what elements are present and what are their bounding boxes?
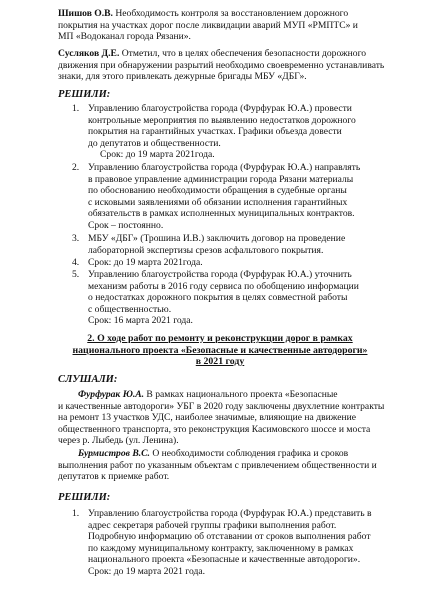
resolved-heading: РЕШИЛИ: — [58, 89, 111, 100]
speaker-name: Бурмистров В.С. — [78, 448, 150, 459]
resolution-item: Управлению благоустройства города (Фурфурак Ю.А.) уточнить механизм работы в 2016 году сервиса по обобщению информации о недостатках дорожного покрытия в целях совместной работы с общественностью. Срок: 16 марта 2021 года. — [88, 269, 359, 327]
resolution-number: 3. — [72, 233, 80, 244]
speaker-paragraph-shishov: Шишов О.В. Необходимость контроля за восстановлением дорожного покрытия на участках дорог после ликвидации аварий МУП «РМПТС» и МП «Водоканал города Рязани». — [58, 8, 358, 43]
heard-heading: СЛУШАЛИ: — [58, 374, 118, 385]
resolution-number: 4. — [72, 257, 80, 268]
resolution-number: 1. — [72, 508, 80, 519]
resolution-number: 2. — [72, 162, 80, 173]
resolution-item: Управлению благоустройства города (Фурфурак Ю.А.) провести контрольные мероприятия по выявлению недостатков дорожного покрытия на гарантийных участках. Графики объезда довести до депутатов и общественности. Срок: до 19 марта 2021года. — [88, 103, 356, 161]
speaker-name: Шишов О.В. — [58, 8, 113, 19]
speaker-name: Сусляков Д.Е. — [58, 48, 120, 59]
speaker-paragraph-burmistrov: Бурмистров В.С. О необходимости соблюдения графика и сроков выполнения работ по указанным объектам с привлечением общественности и депутатов к приемке работ. — [58, 448, 377, 483]
speaker-paragraph-suslyakov: Сусляков Д.Е. Отметил, что в целях обеспечения безопасности дорожного движения при обнаружении разрытий необходимо своевременно устанавливать знаки, для этого привлекать дежурные бригады МБУ «ДБГ». — [58, 48, 385, 83]
resolution-number: 1. — [72, 103, 80, 114]
resolution-item: МБУ «ДБГ» (Трошина И.В.) заключить договор на проведение лабораторной экспертизы срезов асфальтового покрытия. — [88, 233, 346, 256]
speaker-name: Фурфурак Ю.А. — [78, 389, 145, 400]
resolution-item: Управлению благоустройства города (Фурфурак Ю.А.) направлять в правовое управление администрации города Рязани материалы по обоснованию необходимости обращения в судебные органы с исковыми заявлениями об обязании исполнения гарантийных обязательств в рамках исполненных муниципальных контрактов. Срок – постоянно. — [88, 162, 361, 231]
resolution-item: Управлению благоустройства города (Фурфурак Ю.А.) представить в адрес секретаря рабочей группы графики выполнения работ. Подробную информацию об отставании от сроков выполнения работ по каждому муниципальному контракту, заключенному в рамках национального проекта «Безопасные и качественные автодороги». Срок: до 19 марта 2021 года. — [88, 508, 372, 577]
section-heading: 2. О ходе работ по ремонту и реконструкции дорог в рамках национального проекта «Безопасные и качественные автодороги» в 2021 году — [72, 333, 368, 368]
resolved-heading: РЕШИЛИ: — [58, 492, 111, 503]
speaker-paragraph-furfurak: Фурфурак Ю.А. В рамках национального проекта «Безопасные и качественные автодороги» УБГ в 2020 году заключены двухлетние контракты на ремонт 13 участков УДС, наиболее значимые, влияющие на движение общественного транспорта, это реконструкция Касимовского шоссе и моста через р. Лыбедь (ул. Ленина). — [58, 389, 385, 447]
resolution-number: 5. — [72, 269, 80, 280]
resolution-item: Срок: до 19 марта 2021года. — [88, 257, 203, 268]
